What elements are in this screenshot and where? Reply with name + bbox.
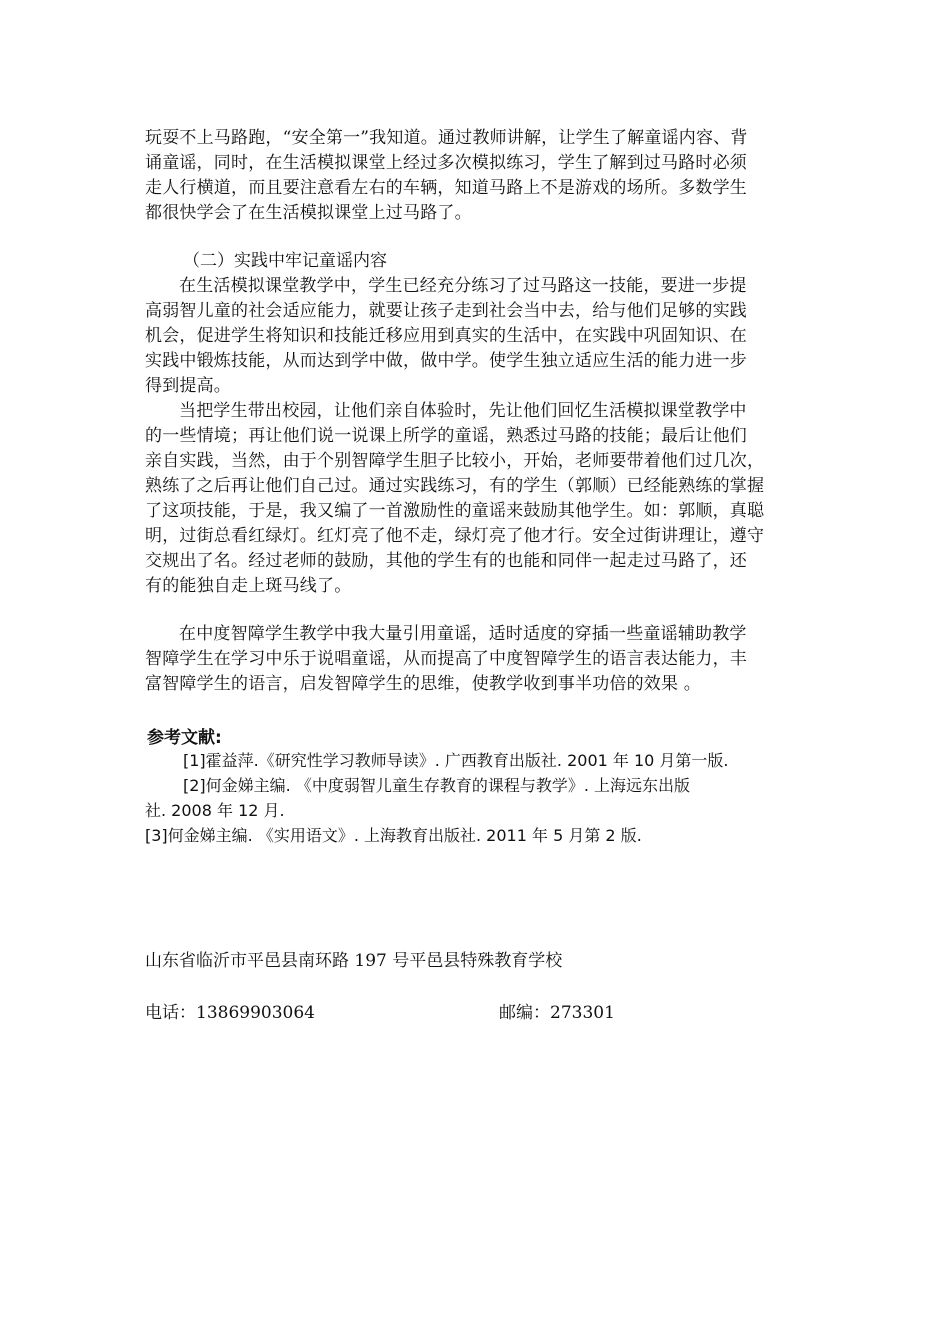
references-title: 参考文献: xyxy=(147,728,222,748)
text-line: 富智障学生的语言，启发智障学生的思维，使教学收到事半功倍的效果 。 xyxy=(145,674,702,694)
text-line: 交规出了名。经过老师的鼓励，其他的学生有的也能和同伴一起走过马路了，还 xyxy=(145,551,747,571)
text-line: 在生活模拟课堂教学中，学生已经充分练习了过马路这一技能，要进一步提 xyxy=(179,276,747,296)
text-line: 得到提高。 xyxy=(145,376,231,396)
reference-2: [2]何金娣主编. 《中度弱智儿童生存教育的课程与教学》. 上海远东出版 xyxy=(183,776,691,795)
school-address: 山东省临沂市平邑县南环路 197 号平邑县特殊教育学校 xyxy=(145,951,563,971)
paragraph-3 xyxy=(145,399,810,599)
text-line: 在中度智障学生教学中我大量引用童谣，适时适度的穿插一些童谣辅助教学 xyxy=(179,624,747,644)
text-line: 亲自实践，当然，由于个别智障学生胆子比较小，开始，老师要带着他们过几次， xyxy=(145,451,765,471)
paragraph-2 xyxy=(145,274,810,399)
text-line: 了这项技能，于是，我又编了一首激励性的童谣来鼓励其他学生。如：郭顺，真聪 xyxy=(145,501,765,521)
text-line: 高弱智儿童的社会适应能力，就要让孩子走到社会当中去，给与他们足够的实践 xyxy=(145,301,747,321)
text-line: 有的能独自走上斑马线了。 xyxy=(145,576,352,596)
text-line: 玩耍不上马路跑，“安全第一”我知道。通过教师讲解，让学生了解童谣内容、背 xyxy=(145,128,748,148)
reference-1: [1]霍益萍.《研究性学习教师导读》. 广西教育出版社. 2001 年 10 月第一版. xyxy=(183,751,729,770)
reference-2-continued: 社. 2008 年 12 月. xyxy=(145,801,285,820)
section-heading: （二）实践中牢记童谣内容 xyxy=(183,251,387,271)
text-line: 的一些情境；再让他们说一说课上所学的童谣，熟悉过马路的技能；最后让他们 xyxy=(145,426,747,446)
reference-3: [3]何金娣主编. 《实用语文》. 上海教育出版社. 2011 年 5 月第 2 版. xyxy=(145,826,642,845)
text-line: 诵童谣，同时，在生活模拟课堂上经过多次模拟练习，学生了解到过马路时必须 xyxy=(145,153,747,173)
text-line: 都很快学会了在生活模拟课堂上过马路了。 xyxy=(145,203,472,223)
text-line: 明，过街总看红绿灯。红灯亮了他不走，绿灯亮了他才行。安全过街讲理让，遵守 xyxy=(145,526,765,546)
text-line: 实践中锻炼技能，从而达到学中做，做中学。使学生独立适应生活的能力进一步 xyxy=(145,351,747,371)
paragraph-1 xyxy=(145,126,810,226)
phone-number: 电话：13869903064 xyxy=(145,1003,315,1023)
postal-code: 邮编：273301 xyxy=(499,1003,615,1023)
text-line: 智障学生在学习中乐于说唱童谣，从而提高了中度智障学生的语言表达能力，丰 xyxy=(145,649,747,669)
text-line: 熟练了之后再让他们自己过。通过实践练习，有的学生（郭顺）已经能熟练的掌握 xyxy=(145,476,765,496)
text-line: 机会，促进学生将知识和技能迁移应用到真实的生活中，在实践中巩固知识、在 xyxy=(145,326,747,346)
paragraph-4 xyxy=(145,622,810,697)
text-line: 当把学生带出校园，让他们亲自体验时，先让他们回忆生活模拟课堂教学中 xyxy=(179,401,747,421)
text-line: 走人行横道，而且要注意看左右的车辆，知道马路上不是游戏的场所。多数学生 xyxy=(145,178,747,198)
